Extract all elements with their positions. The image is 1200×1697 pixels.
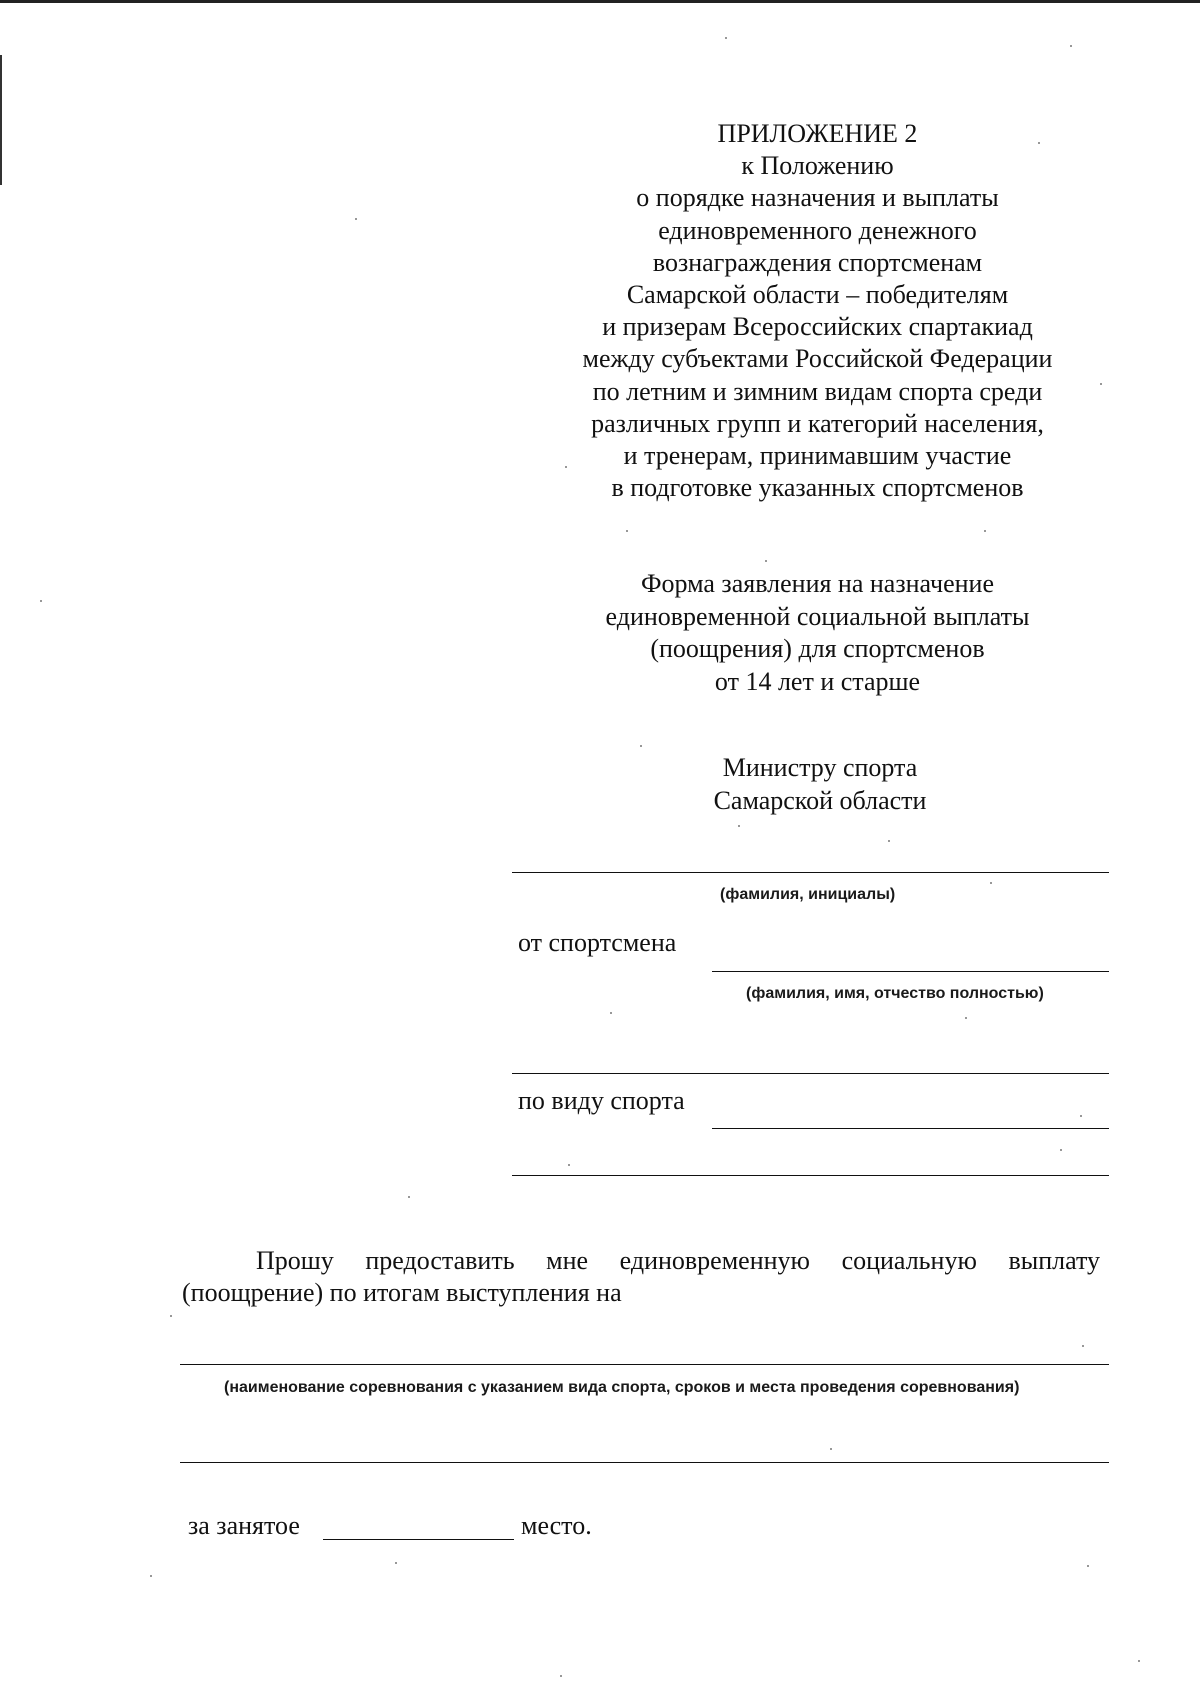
appendix-line: различных групп и категорий населения, [591, 408, 1044, 438]
athlete-name-caption: (фамилия, имя, отчество полностью) [746, 985, 1044, 1002]
scan-speck [1080, 1115, 1082, 1117]
appendix-title: ПРИЛОЖЕНИЕ 2 [717, 119, 918, 148]
appendix-line: в подготовке указанных спортсменов [611, 473, 1024, 503]
addressee-name-field[interactable] [512, 872, 1109, 873]
scan-speck [560, 1675, 562, 1677]
scan-speck [610, 1012, 612, 1014]
scan-speck [1087, 1565, 1089, 1567]
appendix-line: и тренерам, принимавшим участие [623, 441, 1012, 471]
form-title-line: от 14 лет и старше [714, 666, 921, 696]
athlete-name-field[interactable] [712, 971, 1109, 972]
scan-speck [1138, 1660, 1140, 1662]
scan-speck [170, 1315, 172, 1317]
scan-speck [568, 1164, 570, 1166]
scan-left-border [0, 55, 2, 185]
appendix-line: к Положению [741, 151, 894, 181]
scan-speck [408, 1196, 410, 1198]
competition-field[interactable] [180, 1364, 1109, 1365]
scan-speck [626, 530, 628, 532]
scan-speck [1082, 1345, 1084, 1347]
appendix-line: о порядке назначения и выплаты [636, 183, 999, 213]
appendix-line: вознаграждения спортсменам [652, 247, 983, 277]
form-title-line: (поощрения) для спортсменов [650, 634, 985, 663]
sport-label: по виду спорта [518, 1086, 685, 1115]
place-suffix: место. [521, 1511, 592, 1540]
request-paragraph [182, 1245, 1100, 1309]
athlete-name-field-continued[interactable] [512, 1073, 1109, 1074]
form-title [540, 568, 1095, 698]
addressee-line: Министру спорта [722, 753, 918, 782]
scan-speck [1038, 142, 1040, 144]
scan-speck [40, 600, 42, 602]
place-prefix: за занятое [188, 1511, 300, 1540]
scan-speck [965, 1017, 967, 1019]
sport-field-continued[interactable] [512, 1175, 1109, 1176]
place-field[interactable] [323, 1539, 514, 1540]
scan-speck [765, 560, 767, 562]
appendix-line: единовременного денежного [658, 215, 977, 245]
addressee-line: Самарской области [713, 785, 927, 815]
scan-speck [640, 745, 642, 747]
sport-field[interactable] [712, 1128, 1109, 1129]
appendix-line: Самарской области – победителям [626, 280, 1009, 310]
competition-field-continued[interactable] [180, 1462, 1109, 1463]
form-title-line: единовременной социальной выплаты [605, 601, 1030, 631]
appendix-line: по летним и зимним видам спорта среди [592, 376, 1043, 406]
addressee-name-caption: (фамилия, инициалы) [720, 886, 896, 903]
scan-speck [150, 1575, 152, 1577]
appendix-header [540, 118, 1095, 504]
scan-speck [355, 218, 357, 220]
competition-caption: (наименование соревнования с указанием вида спорта, сроков и места проведения соревнования) [224, 1379, 1020, 1396]
scan-speck [565, 466, 567, 468]
scan-speck [830, 1448, 832, 1450]
appendix-line: и призерам Всероссийских спартакиад [602, 312, 1033, 342]
request-line-1: Прошу предоставить мне единовременную социальную выплату [256, 1246, 1100, 1275]
scan-speck [984, 530, 986, 532]
scan-top-border [0, 0, 1200, 3]
scan-speck [990, 882, 992, 884]
scan-speck [738, 825, 740, 827]
scan-speck [888, 840, 890, 842]
scan-speck [1100, 383, 1102, 385]
scan-speck [395, 1562, 397, 1564]
form-title-line: Форма заявления на назначение [640, 569, 995, 598]
scan-speck [725, 37, 727, 39]
scan-speck [1070, 45, 1072, 47]
request-line-2: (поощрение) по итогам выступления на [182, 1278, 622, 1307]
appendix-line: между субъектами Российской Федерации [582, 344, 1053, 374]
scan-speck [1060, 1149, 1062, 1151]
addressee-block [600, 752, 1040, 817]
from-athlete-label: от спортсмена [518, 928, 677, 957]
